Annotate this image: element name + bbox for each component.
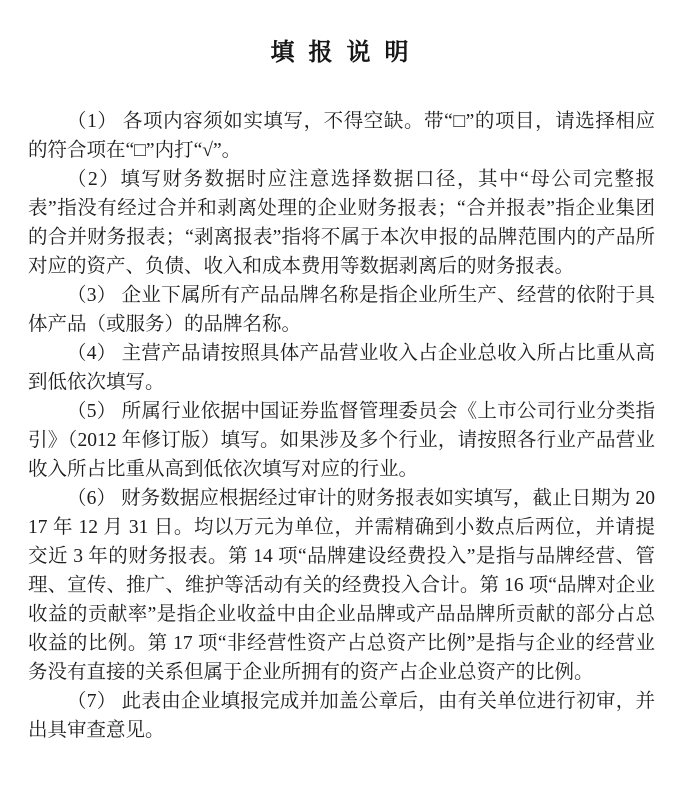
instruction-paragraph-6: （6） 财务数据应根据经过审计的财务报表如实填写，截止日期为 2017 年 12 月 31 日。均以万元为单位，并需精确到小数点后两位，并请提交近 3 年的财务报表。第 14 项“品牌建设经费投入”是指与品牌经营、管理、宣传、推广、维护等活动有关的经费投入合计。第 16 项“品牌对企业收益的贡献率”是指企业收益中由企业品牌或产品品牌所贡献的部分占总收益的比例。第 17 项“非经营性资产占总资产比例”是指与企业的经营业务没有直接的关系但属于企业所拥有的资产占企业总资产的比例。: [28, 488, 655, 683]
page-title: 填 报 说 明: [270, 40, 413, 66]
instruction-paragraph-7: （7） 此表由企业填报完成并加盖公章后，由有关单位进行初审，并出具审查意见。: [28, 691, 655, 741]
instruction-paragraph-2: （2）填写财务数据时应注意选择数据口径，其中“母公司完整报表”指没有经过合并和剥离处理的企业财务报表；“合并报表”指企业集团的合并财务报表；“剥离报表”指将不属于本次申报的品牌范围内的产品所对应的资产、负债、收入和成本费用等数据剥离后的财务报表。: [28, 169, 655, 277]
instruction-paragraph-4: （4） 主营产品请按照具体产品营业收入占企业总收入所占比重从高到低依次填写。: [28, 343, 655, 393]
instruction-paragraph-1: （1） 各项内容须如实填写，不得空缺。带“□”的项目，请选择相应的符合项在“□”内打“√”。: [28, 111, 655, 161]
instruction-paragraph-5: （5） 所属行业依据中国证券监督管理委员会《上市公司行业分类指引》（2012 年修订版）填写。如果涉及多个行业，请按照各行业产品营业收入所占比重从高到低依次填写对应的行业。: [28, 401, 655, 480]
instruction-paragraph-3: （3） 企业下属所有产品品牌名称是指企业所生产、经营的依附于具体产品（或服务）的品牌名称。: [28, 285, 655, 335]
document-body: [28, 107, 655, 745]
